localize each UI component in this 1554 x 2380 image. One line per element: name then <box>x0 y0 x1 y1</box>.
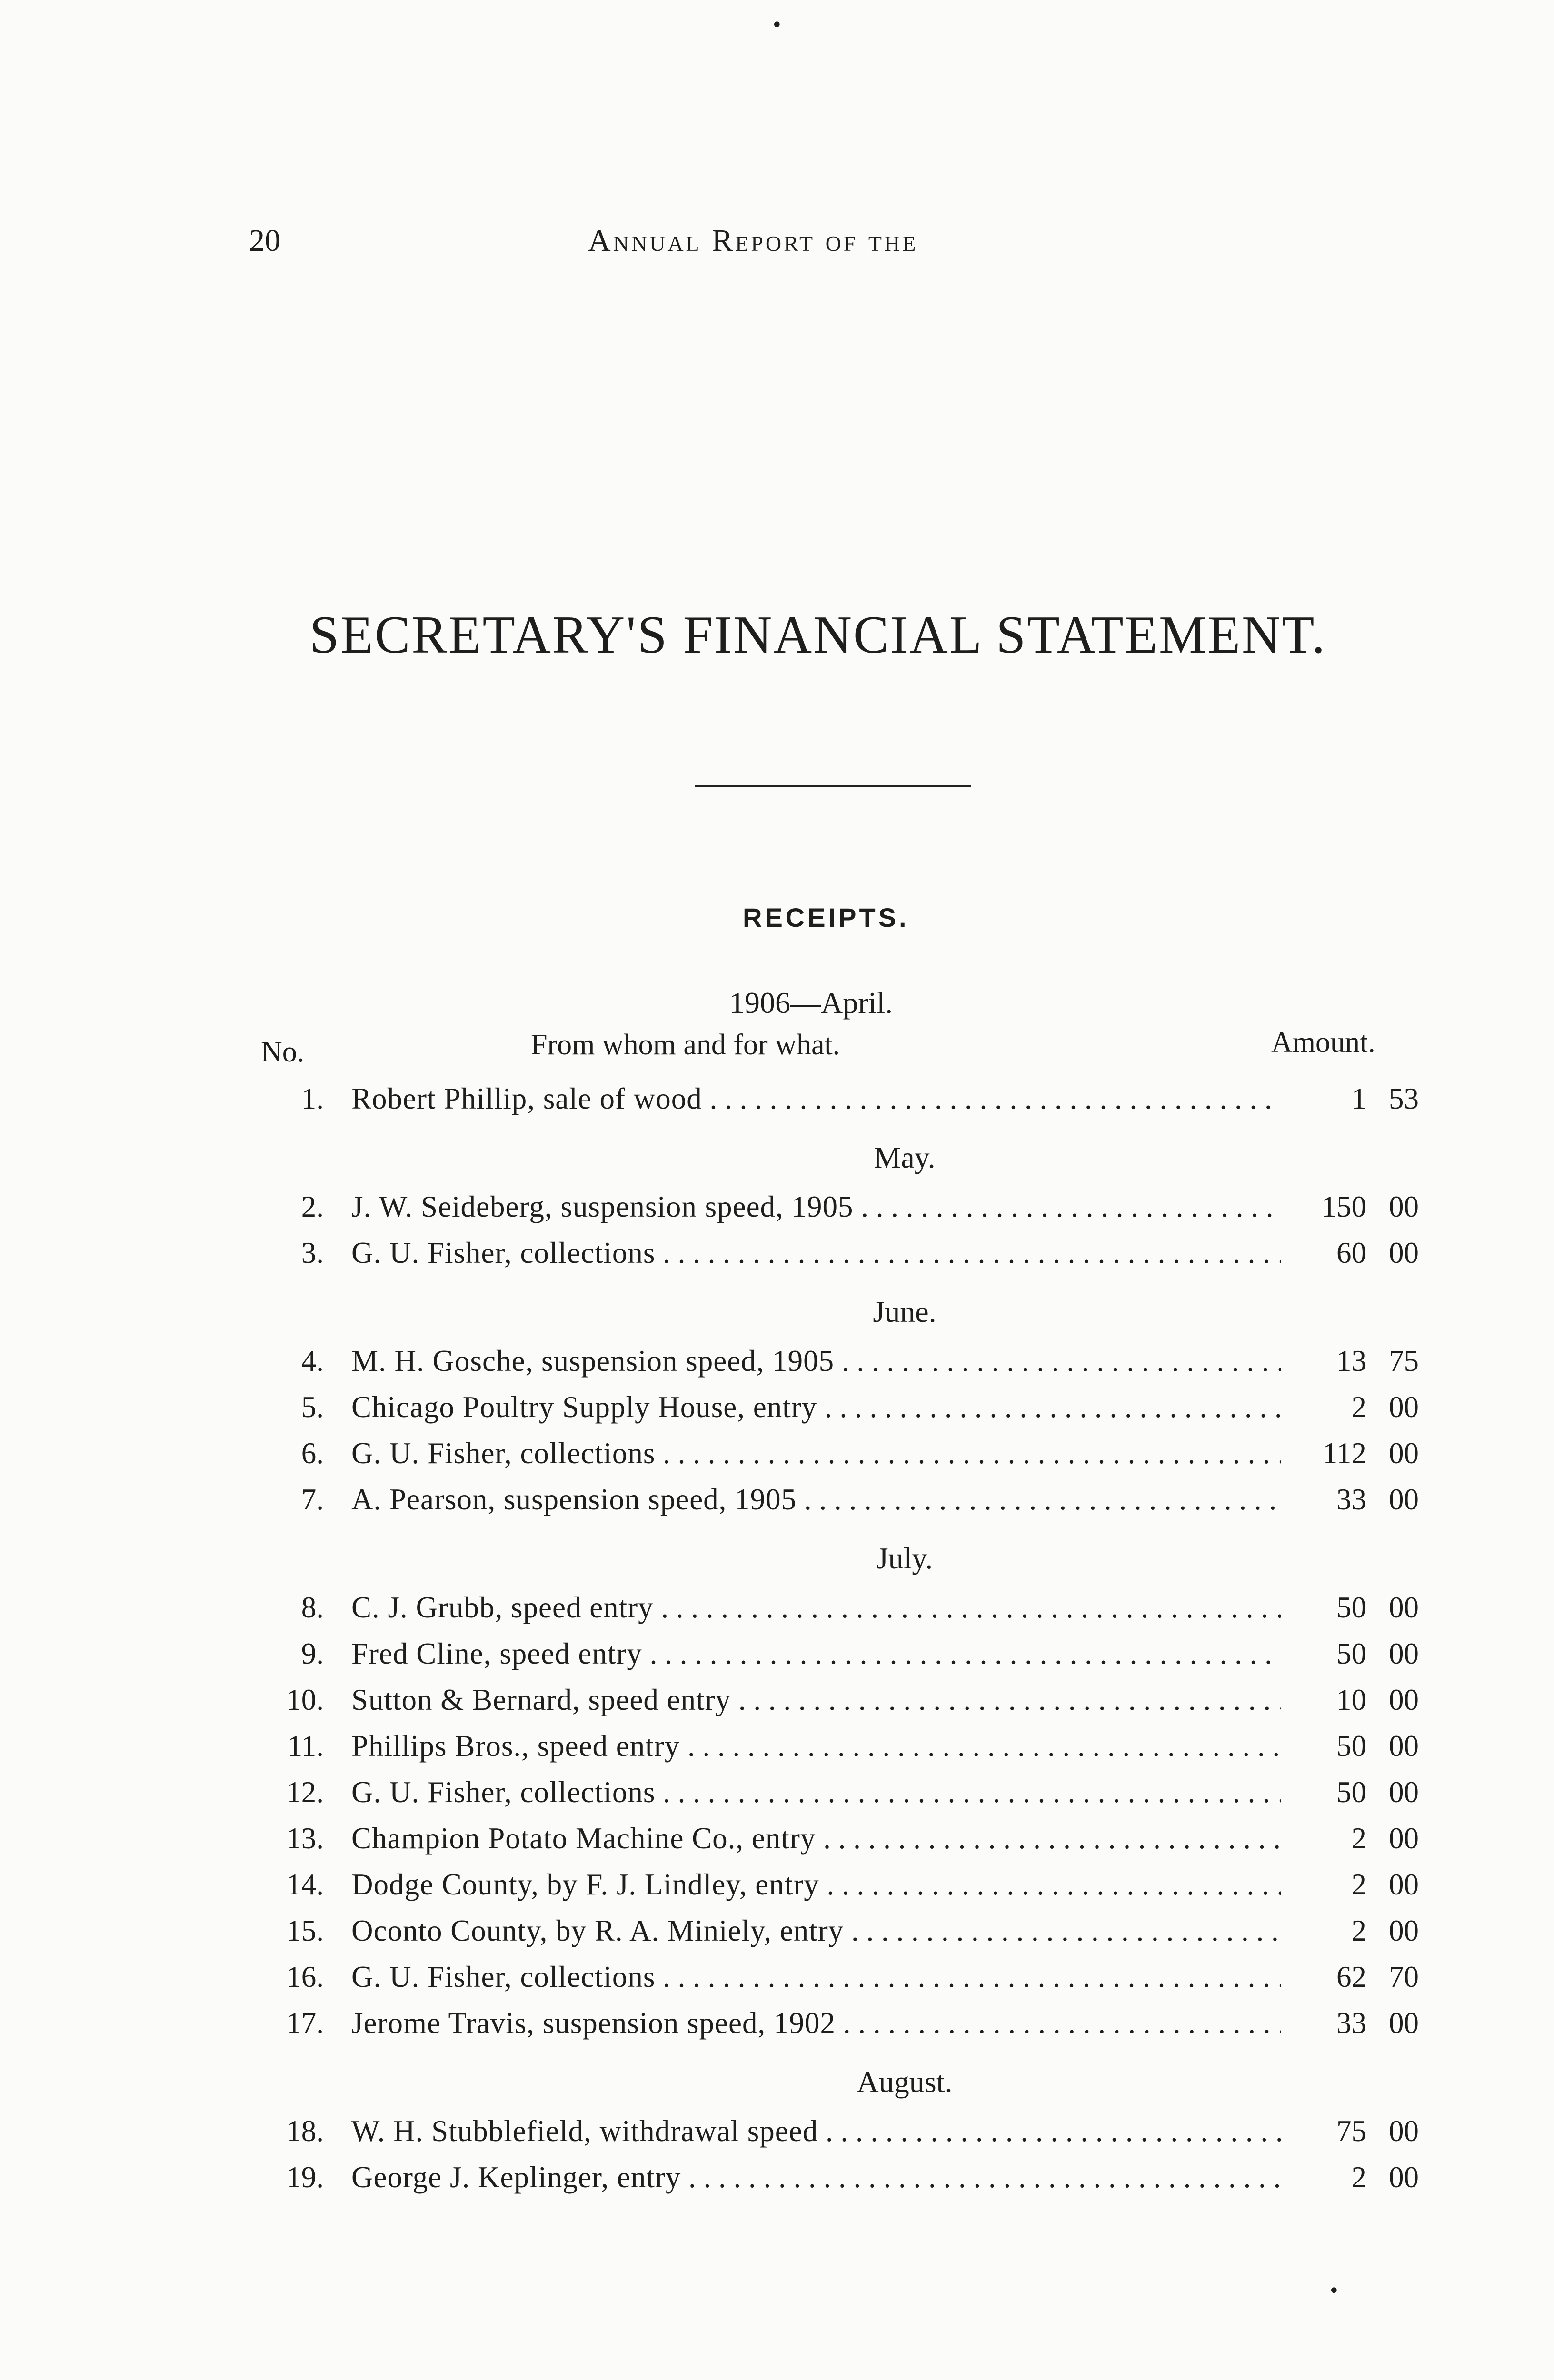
entry-description: G. U. Fisher, collections . . . <box>351 1430 1281 1477</box>
column-header-no: No. <box>261 1036 305 1068</box>
ledger-row <box>257 1723 1419 1769</box>
entry-number: 14. <box>286 1868 324 1901</box>
amount-dollars: 75 <box>1336 2114 1366 2148</box>
ledger-row <box>257 2000 1419 2046</box>
amount-dollars: 10 <box>1336 1683 1366 1716</box>
entry-amount <box>1281 1230 1419 1276</box>
amount-cents: 00 <box>1389 1914 1419 1947</box>
amount-cents: 00 <box>1389 1437 1419 1470</box>
amount-cents: 53 <box>1389 1082 1419 1115</box>
title-rule <box>695 785 971 787</box>
month-heading: May. <box>874 1140 936 1174</box>
ledger-row <box>257 1384 1419 1430</box>
ledger-row <box>257 1908 1419 1954</box>
entry-description: Dodge County, by F. J. Lindley, entry . . . <box>351 1862 1281 1908</box>
entry-number: 1. <box>301 1082 324 1115</box>
running-head: Annual Report of the <box>588 223 918 258</box>
amount-dollars: 50 <box>1336 1775 1366 1809</box>
section-heading: RECEIPTS. <box>743 902 909 932</box>
amount-cents: 00 <box>1389 1775 1419 1809</box>
entry-amount <box>1281 1862 1419 1908</box>
amount-dollars: 2 <box>1351 1822 1366 1855</box>
amount-cents: 75 <box>1389 1344 1419 1378</box>
entry-description: Jerome Travis, suspension speed, 1902 . . . <box>351 2000 1281 2046</box>
entry-number: 13. <box>286 1822 324 1855</box>
entry-description: A. Pearson, suspension speed, 1905 . . . <box>351 1477 1281 1523</box>
entry-amount <box>1281 1769 1419 1815</box>
amount-dollars: 33 <box>1336 1483 1366 1516</box>
ledger-row <box>257 2154 1419 2201</box>
ledger-row <box>257 1430 1419 1477</box>
month-heading: July. <box>876 1541 933 1575</box>
ledger-row <box>257 1076 1419 1122</box>
entry-amount <box>1281 1384 1419 1430</box>
entry-number: 19. <box>286 2161 324 2194</box>
amount-dollars: 13 <box>1336 1344 1366 1378</box>
ledger-row <box>257 1769 1419 1815</box>
entry-description: Phillips Bros., speed entry . . . <box>351 1723 1281 1769</box>
entry-number: 11. <box>287 1729 324 1763</box>
amount-cents: 00 <box>1389 1236 1419 1269</box>
entry-description: G. U. Fisher, collections . . . <box>351 1954 1281 2000</box>
ledger-row <box>257 1477 1419 1523</box>
entry-amount <box>1281 1954 1419 2000</box>
amount-dollars: 1 <box>1351 1082 1366 1115</box>
ledger-row <box>257 1230 1419 1276</box>
amount-cents: 00 <box>1389 1683 1419 1716</box>
amount-dollars: 62 <box>1336 1960 1366 1993</box>
entry-number: 10. <box>286 1683 324 1716</box>
entry-amount <box>1281 1677 1419 1723</box>
entry-number: 12. <box>286 1775 324 1809</box>
entry-amount <box>1281 1723 1419 1769</box>
entry-number: 6. <box>301 1437 324 1470</box>
entry-description: C. J. Grubb, speed entry . . . <box>351 1585 1281 1631</box>
amount-dollars: 2 <box>1351 1390 1366 1424</box>
amount-dollars: 50 <box>1336 1591 1366 1624</box>
entry-description: Fred Cline, speed entry . . . <box>351 1631 1281 1677</box>
month-heading: August. <box>857 2065 953 2099</box>
amount-cents: 00 <box>1389 1729 1419 1763</box>
amount-dollars: 50 <box>1336 1637 1366 1670</box>
entry-amount <box>1281 1338 1419 1384</box>
entry-description: Sutton & Bernard, speed entry . . . <box>351 1677 1281 1723</box>
ledger-row <box>257 1677 1419 1723</box>
ledger-row <box>257 1954 1419 2000</box>
ledger-row <box>257 1585 1419 1631</box>
amount-cents: 00 <box>1389 1868 1419 1901</box>
print-speck: • <box>1328 2280 1340 2302</box>
entry-number: 7. <box>301 1483 324 1516</box>
amount-cents: 00 <box>1389 1483 1419 1516</box>
receipts-ledger <box>257 1076 1419 2201</box>
entry-amount <box>1281 1076 1419 1122</box>
entry-description: J. W. Seideberg, suspension speed, 1905 . . . <box>351 1184 1281 1230</box>
amount-cents: 00 <box>1389 1190 1419 1223</box>
entry-amount <box>1281 2000 1419 2046</box>
page-number: 20 <box>249 223 280 258</box>
amount-cents: 00 <box>1389 2006 1419 2040</box>
amount-dollars: 50 <box>1336 1729 1366 1763</box>
entry-number: 4. <box>301 1344 324 1378</box>
entry-number: 17. <box>286 2006 324 2040</box>
entry-amount <box>1281 1477 1419 1523</box>
ledger-row <box>257 1815 1419 1862</box>
entry-amount <box>1281 1908 1419 1954</box>
amount-dollars: 33 <box>1336 2006 1366 2040</box>
entry-amount <box>1281 1585 1419 1631</box>
amount-dollars: 2 <box>1351 2161 1366 2194</box>
page-title: SECRETARY'S FINANCIAL STATEMENT. <box>309 605 1327 664</box>
entry-amount <box>1281 2154 1419 2201</box>
entry-amount <box>1281 1631 1419 1677</box>
entry-description: Robert Phillip, sale of wood . . . <box>351 1076 1281 1122</box>
amount-cents: 70 <box>1389 1960 1419 1993</box>
entry-number: 18. <box>286 2114 324 2148</box>
ledger-row <box>257 1862 1419 1908</box>
entry-description: Champion Potato Machine Co., entry . . . <box>351 1815 1281 1862</box>
amount-cents: 00 <box>1389 1822 1419 1855</box>
amount-dollars: 2 <box>1351 1868 1366 1901</box>
ledger-row <box>257 1184 1419 1230</box>
amount-cents: 00 <box>1389 1637 1419 1670</box>
entry-amount <box>1281 1184 1419 1230</box>
entry-description: W. H. Stubblefield, withdrawal speed . . . <box>351 2108 1281 2154</box>
column-header-amount: Amount. <box>1271 1026 1375 1059</box>
ledger-row <box>257 1338 1419 1384</box>
entry-number: 2. <box>301 1190 324 1223</box>
ledger-row <box>257 2108 1419 2154</box>
amount-dollars: 150 <box>1321 1190 1366 1223</box>
entry-description: Chicago Poultry Supply House, entry . . . <box>351 1384 1281 1430</box>
amount-cents: 00 <box>1389 1390 1419 1424</box>
amount-dollars: 60 <box>1336 1236 1366 1269</box>
year-label: 1906—April. <box>729 986 893 1020</box>
entry-description: G. U. Fisher, collections . . . <box>351 1769 1281 1815</box>
entry-description: M. H. Gosche, suspension speed, 1905 . . . <box>351 1338 1281 1384</box>
amount-cents: 00 <box>1389 2161 1419 2194</box>
entry-number: 3. <box>301 1236 324 1269</box>
entry-number: 15. <box>286 1914 324 1947</box>
entry-description: G. U. Fisher, collections . . . <box>351 1230 1281 1276</box>
entry-description: George J. Keplinger, entry . . . <box>351 2154 1281 2201</box>
amount-dollars: 2 <box>1351 1914 1366 1947</box>
print-speck: • <box>771 14 783 36</box>
entry-number: 5. <box>301 1390 324 1424</box>
entry-description: Oconto County, by R. A. Miniely, entry . . . <box>351 1908 1281 1954</box>
ledger-row <box>257 1631 1419 1677</box>
entry-amount <box>1281 2108 1419 2154</box>
entry-amount <box>1281 1430 1419 1477</box>
month-heading: June. <box>873 1295 936 1329</box>
column-header-from: From whom and for what. <box>531 1029 840 1061</box>
entry-number: 16. <box>286 1960 324 1993</box>
entry-number: 8. <box>301 1591 324 1624</box>
entry-amount <box>1281 1815 1419 1862</box>
amount-cents: 00 <box>1389 2114 1419 2148</box>
entry-number: 9. <box>301 1637 324 1670</box>
amount-cents: 00 <box>1389 1591 1419 1624</box>
amount-dollars: 112 <box>1322 1437 1366 1470</box>
